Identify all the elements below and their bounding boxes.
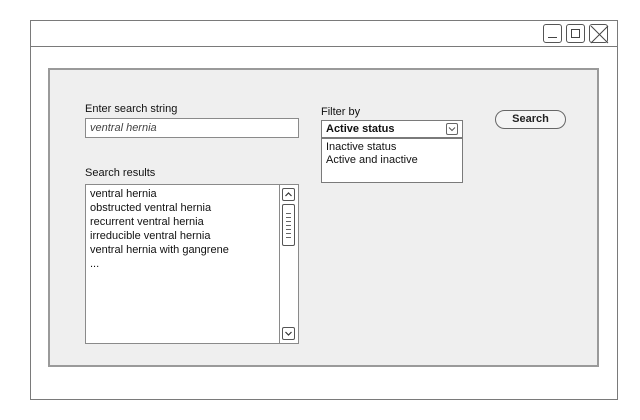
- search-panel: [48, 68, 599, 367]
- minimize-icon[interactable]: [543, 24, 562, 43]
- search-input[interactable]: ventral hernia: [85, 118, 299, 138]
- list-item[interactable]: ventral hernia with gangrene: [90, 244, 229, 256]
- title-bar: [31, 21, 617, 47]
- close-icon[interactable]: [589, 24, 608, 43]
- list-item[interactable]: ...: [90, 258, 100, 270]
- results-list: [90, 187, 229, 271]
- search-label: Enter search string: [85, 103, 178, 115]
- filter-label: Filter by: [321, 106, 361, 118]
- scroll-up-icon[interactable]: [282, 188, 295, 201]
- list-item[interactable]: irreducible ventral hernia: [90, 230, 211, 242]
- app-window: [30, 20, 618, 400]
- filter-option-active-and-inactive[interactable]: Active and inactive: [326, 154, 418, 166]
- maximize-icon[interactable]: [566, 24, 585, 43]
- list-item[interactable]: recurrent ventral hernia: [90, 216, 204, 228]
- list-item[interactable]: ventral hernia: [90, 188, 157, 200]
- search-button[interactable]: Search: [495, 110, 566, 129]
- filter-option-inactive[interactable]: Inactive status: [326, 141, 397, 153]
- filter-dropdown-list: [321, 138, 463, 183]
- results-listbox[interactable]: [85, 184, 299, 344]
- list-item[interactable]: obstructed ventral hernia: [90, 202, 212, 214]
- results-scrollbar[interactable]: [279, 185, 298, 343]
- chevron-down-icon[interactable]: [446, 123, 458, 135]
- scroll-down-icon[interactable]: [282, 327, 295, 340]
- filter-select[interactable]: [321, 120, 463, 138]
- filter-selected-value: Active status: [326, 123, 395, 135]
- results-label: Search results: [85, 167, 156, 179]
- scroll-thumb[interactable]: [282, 204, 295, 246]
